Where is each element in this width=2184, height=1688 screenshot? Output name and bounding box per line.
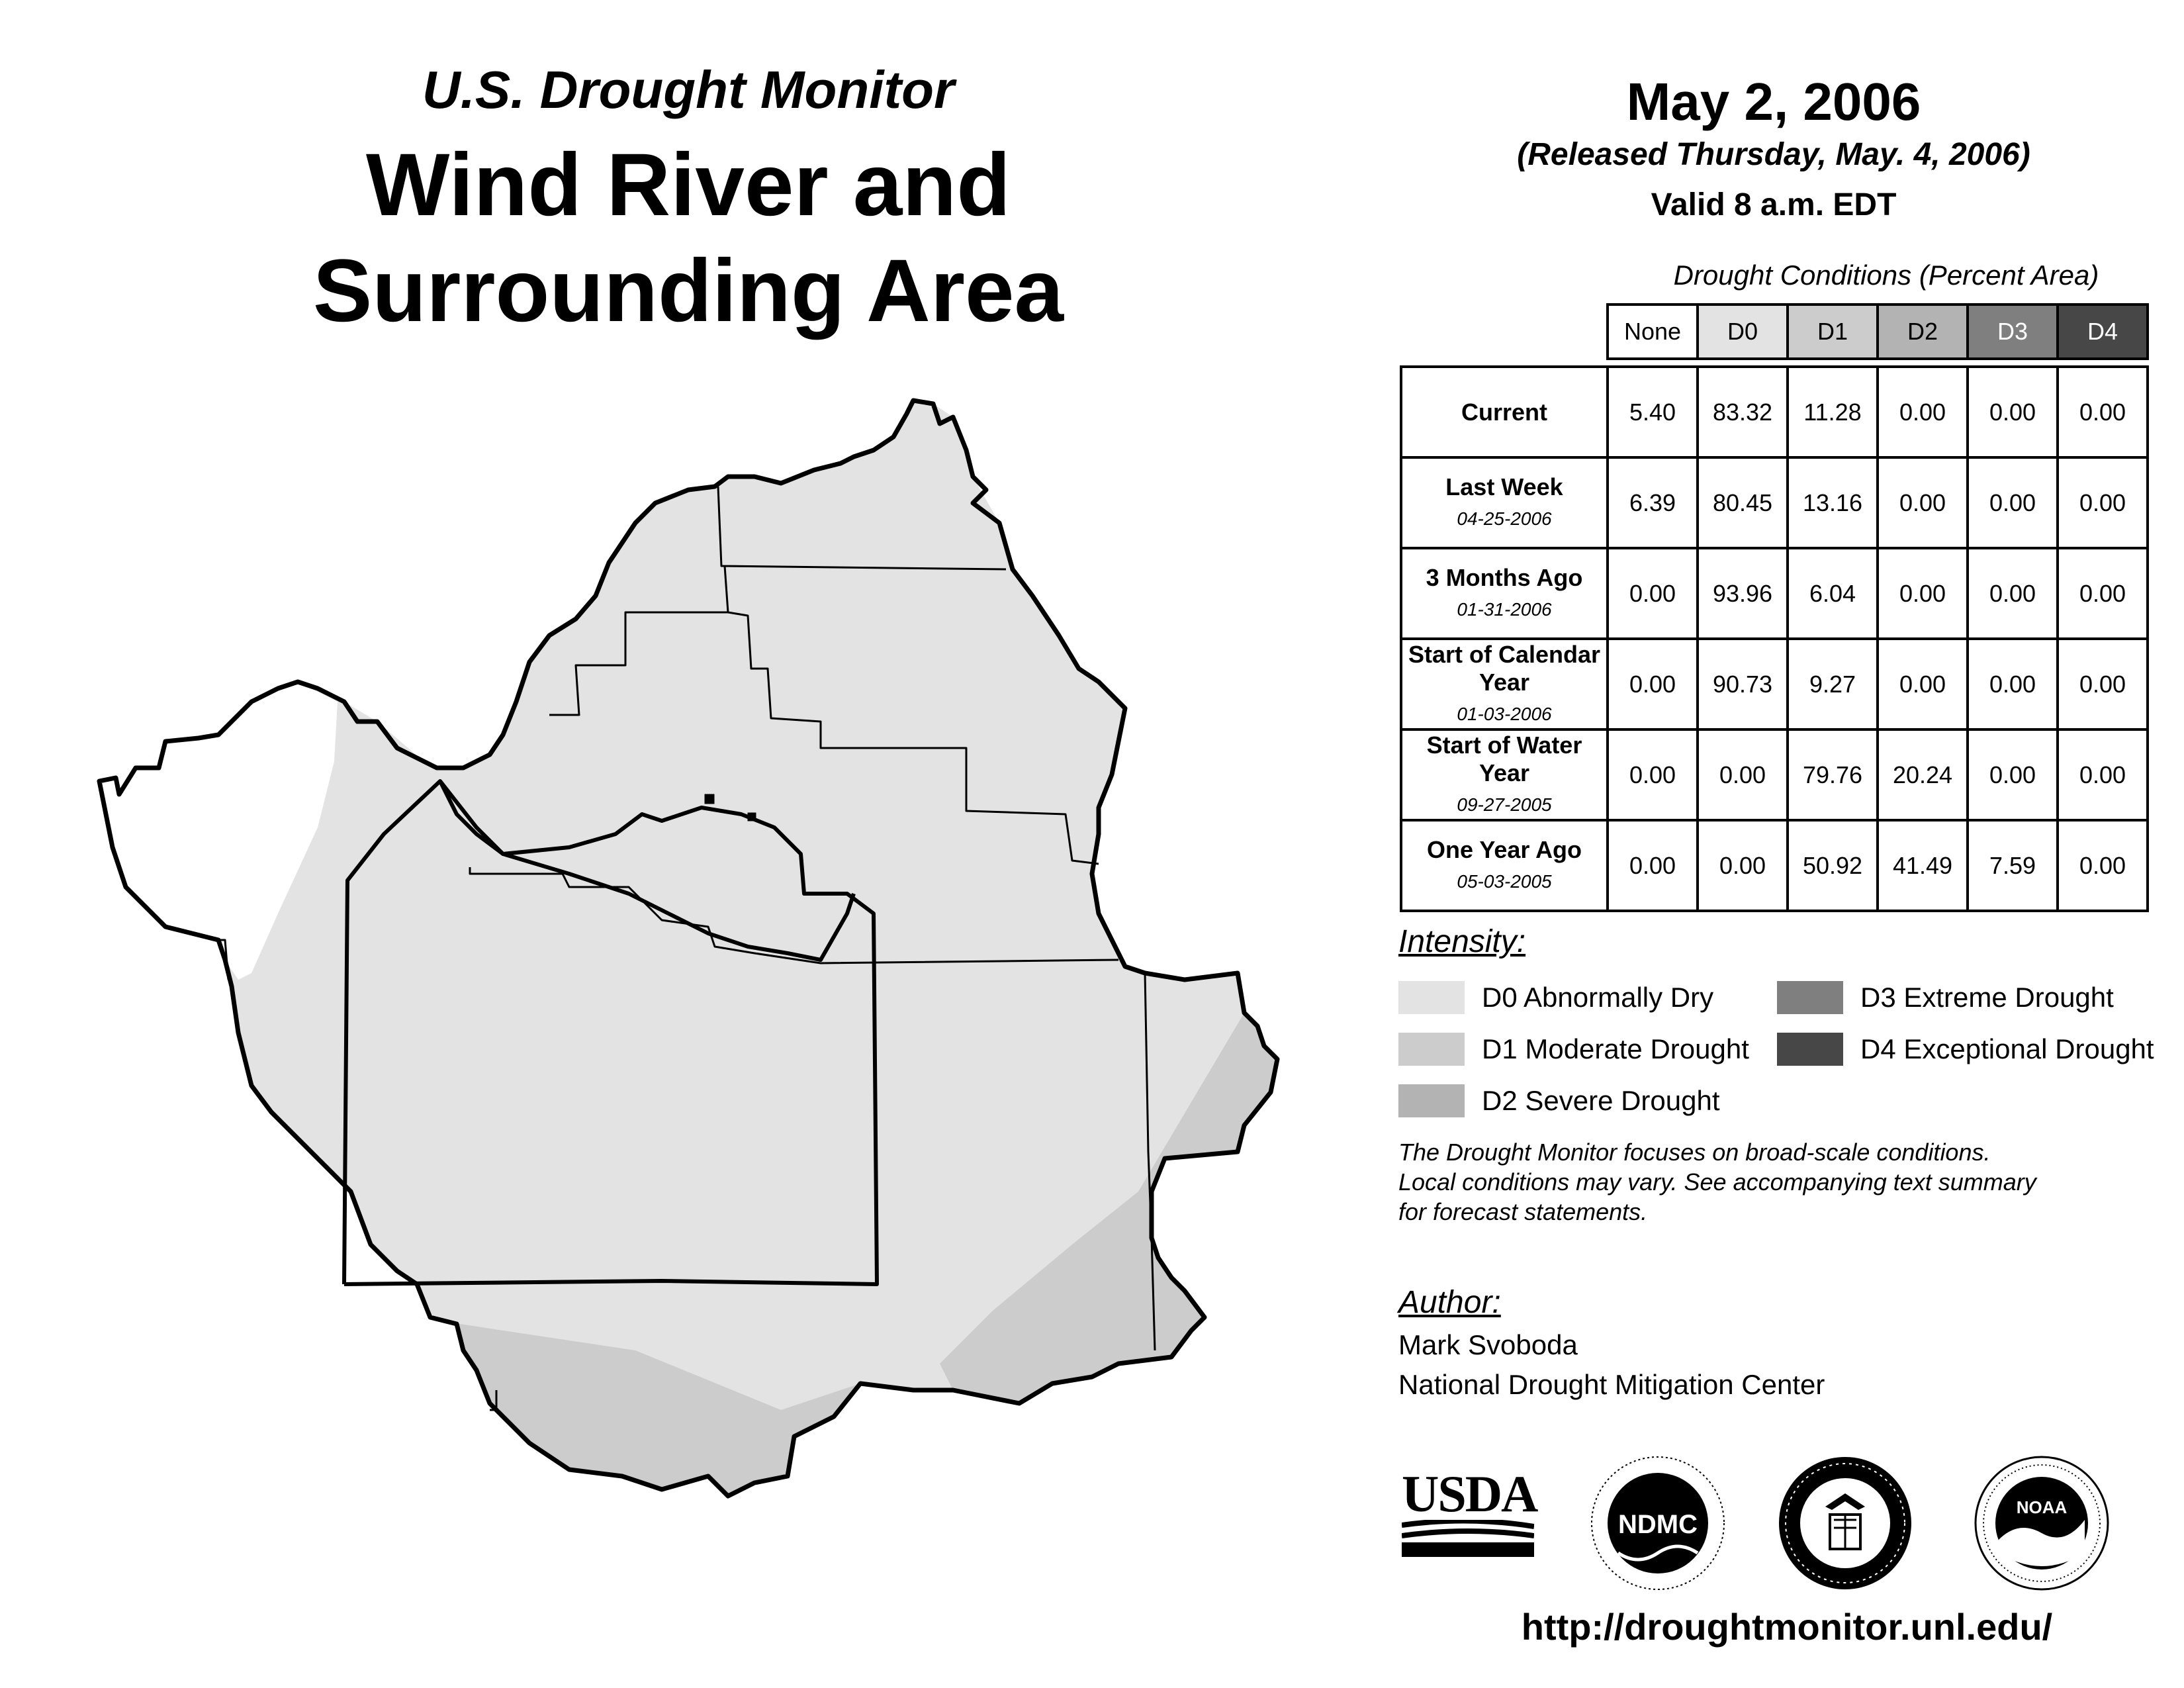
legend-title: Intensity: — [1398, 924, 1526, 959]
legend-item-d4 — [1777, 1033, 2154, 1066]
table-cell: 5.40 — [1608, 367, 1698, 457]
table-cell: 9.27 — [1788, 639, 1878, 729]
table-cell: 0.00 — [1878, 639, 1968, 729]
row-label-text: Last Week — [1445, 473, 1563, 500]
table-cell: 11.28 — [1788, 367, 1878, 457]
table-cell: 0.00 — [1608, 548, 1698, 639]
legend-label-d1: D1 Moderate Drought — [1482, 1033, 1749, 1064]
legend-swatch-d3 — [1777, 981, 1843, 1014]
col-header-d4: D4 — [2058, 305, 2148, 359]
legend-label-d4: D4 Exceptional Drought — [1860, 1033, 2154, 1064]
table-cell: 0.00 — [1608, 639, 1698, 729]
legend-label-d3: D3 Extreme Drought — [1860, 982, 2114, 1013]
legend-swatch-d2 — [1398, 1084, 1465, 1117]
col-header-d2: D2 — [1878, 305, 1968, 359]
table-cell: 83.32 — [1698, 367, 1788, 457]
legend-swatch-d4 — [1777, 1033, 1843, 1066]
table-cell: 0.00 — [1968, 548, 2058, 639]
release-date: (Released Thursday, May. 4, 2006) — [1517, 137, 2030, 172]
note-line-3: for forecast statements. — [1398, 1198, 1648, 1225]
row-label-text: Current — [1461, 398, 1547, 426]
table-cell: 0.00 — [2058, 548, 2148, 639]
table-cell: 0.00 — [1608, 820, 1698, 911]
table-row — [1401, 457, 2148, 548]
table-body — [1401, 367, 2148, 911]
table-cell: 0.00 — [1608, 729, 1698, 820]
col-header-d3: D3 — [1968, 305, 2058, 359]
row-label-date: 09-27-2005 — [1457, 794, 1552, 815]
legend-label-d0: D0 Abnormally Dry — [1482, 982, 1714, 1013]
table-cell: 6.04 — [1788, 548, 1878, 639]
row-label — [1401, 639, 1608, 729]
table-row — [1401, 548, 2148, 639]
legend-swatch-d0 — [1398, 981, 1465, 1014]
legend-swatch-d1 — [1398, 1033, 1465, 1066]
noaa-logo — [1972, 1454, 2111, 1593]
table-cell: 0.00 — [1698, 820, 1788, 911]
table-row — [1401, 639, 2148, 729]
row-label-date: 04-25-2006 — [1457, 508, 1552, 529]
row-label-date: 01-03-2006 — [1457, 703, 1552, 724]
col-header-none: None — [1608, 305, 1698, 359]
lake-marker-2 — [748, 813, 756, 821]
ndmc-logo — [1588, 1454, 1727, 1593]
table-cell: 0.00 — [1878, 457, 1968, 548]
col-header-d1: D1 — [1788, 305, 1878, 359]
row-label — [1401, 548, 1608, 639]
row-label-text: Start of Calendar Year — [1408, 640, 1601, 696]
legend-label-d2: D2 Severe Drought — [1482, 1085, 1720, 1116]
noaa-logo-text: NOAA — [2016, 1497, 2068, 1517]
table-cell: 79.76 — [1788, 729, 1878, 820]
table-cell: 0.00 — [1968, 367, 2058, 457]
table-cell: 90.73 — [1698, 639, 1788, 729]
row-label — [1401, 457, 1608, 548]
col-header-d0: D0 — [1698, 305, 1788, 359]
row-label — [1401, 729, 1608, 820]
author-organization: National Drought Mitigation Center — [1398, 1369, 1825, 1400]
row-label-date: 01-31-2006 — [1457, 598, 1552, 620]
doc-seal-logo — [1776, 1454, 1915, 1593]
table-header-row — [1401, 305, 2148, 359]
author-heading: Author: — [1398, 1285, 1501, 1320]
row-label-text: Start of Water Year — [1426, 731, 1582, 786]
table-cell: 0.00 — [2058, 367, 2148, 457]
row-label-text: One Year Ago — [1426, 835, 1582, 863]
legend-item-d2 — [1398, 1084, 1720, 1117]
disclaimer-note — [1398, 1137, 2160, 1227]
row-label-text: 3 Months Ago — [1426, 563, 1583, 591]
table-row — [1401, 729, 2148, 820]
table-cell: 0.00 — [1698, 729, 1788, 820]
table-cell: 93.96 — [1698, 548, 1788, 639]
table-cell: 80.45 — [1698, 457, 1788, 548]
note-line-1: The Drought Monitor focuses on broad-scale conditions. — [1398, 1139, 1991, 1166]
ndmc-logo-text: NDMC — [1618, 1510, 1698, 1539]
table-cell: 0.00 — [1968, 729, 2058, 820]
legend-item-d0 — [1398, 981, 1713, 1014]
table-cell: 20.24 — [1878, 729, 1968, 820]
legend-item-d3 — [1777, 981, 2114, 1014]
table-cell: 6.39 — [1608, 457, 1698, 548]
table-cell: 50.92 — [1788, 820, 1878, 911]
table-cell: 0.00 — [2058, 729, 2148, 820]
usda-logo-text: USDA — [1402, 1465, 1537, 1523]
valid-date: May 2, 2006 — [1626, 72, 1921, 131]
table-cell: 0.00 — [2058, 639, 2148, 729]
map-subtitle: U.S. Drought Monitor — [422, 60, 955, 119]
usda-logo-stripes — [1402, 1520, 1534, 1560]
table-row — [1401, 367, 2148, 457]
usda-logo — [1402, 1465, 1537, 1561]
table-cell: 0.00 — [1878, 548, 1968, 639]
table-cell: 0.00 — [1878, 367, 1968, 457]
author-name: Mark Svoboda — [1398, 1329, 1578, 1360]
table-cell: 0.00 — [1968, 457, 2058, 548]
website-url[interactable]: http://droughtmonitor.unl.edu/ — [1521, 1606, 2053, 1648]
row-label — [1401, 367, 1608, 457]
table-row — [1401, 820, 2148, 911]
map-title-line1: Wind River and — [365, 136, 1011, 234]
row-label-date: 05-03-2005 — [1457, 870, 1552, 892]
table-cell: 13.16 — [1788, 457, 1878, 548]
valid-time: Valid 8 a.m. EDT — [1651, 187, 1897, 222]
note-line-2: Local conditions may vary. See accompanying text summary — [1398, 1168, 2036, 1196]
drought-conditions-table — [1400, 303, 2149, 912]
table-cell: 0.00 — [2058, 457, 2148, 548]
table-cell: 7.59 — [1968, 820, 2058, 911]
table-cell: 0.00 — [1968, 639, 2058, 729]
lake-marker-1 — [705, 794, 714, 804]
legend-item-d1 — [1398, 1033, 1749, 1066]
table-cell: 41.49 — [1878, 820, 1968, 911]
map-title-line2: Surrounding Area — [312, 242, 1064, 340]
map-region-fills — [99, 400, 1277, 1496]
table-cell: 0.00 — [2058, 820, 2148, 911]
row-label — [1401, 820, 1608, 911]
table-caption: Drought Conditions (Percent Area) — [1673, 259, 2099, 291]
